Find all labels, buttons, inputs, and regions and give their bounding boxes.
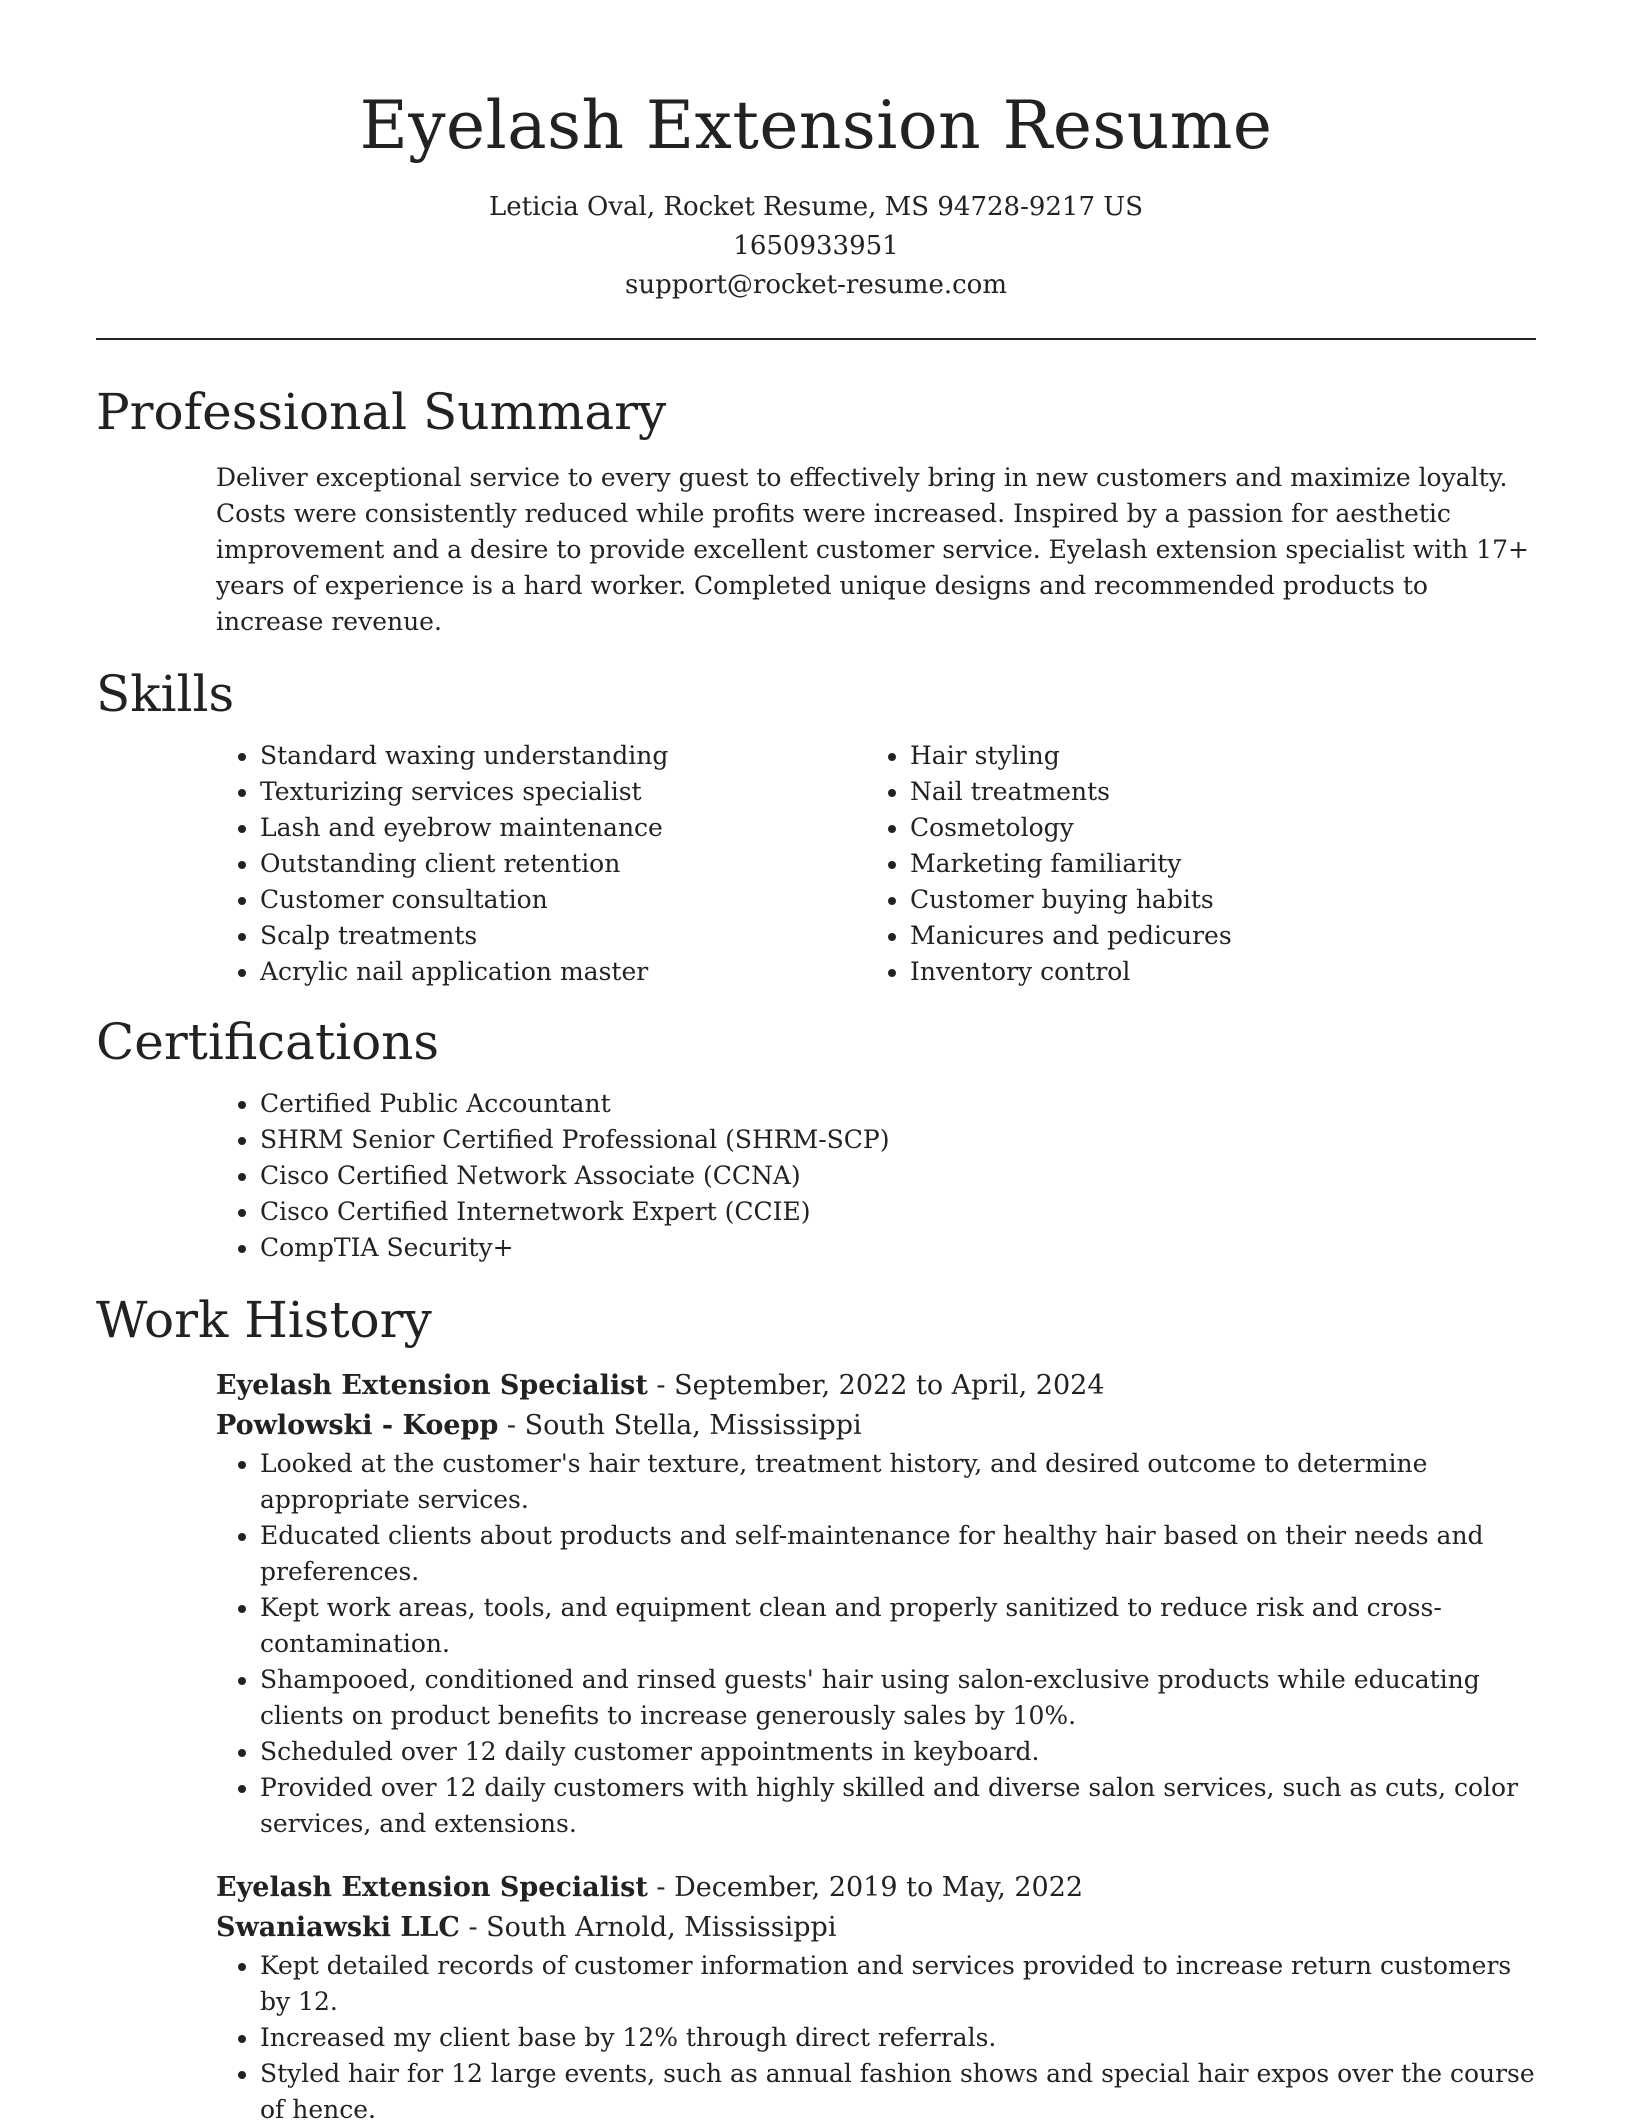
- job-role: Eyelash Extension Specialist: [216, 1370, 648, 1401]
- skill-item: • Hair styling: [910, 738, 1516, 774]
- contact-block: [96, 188, 1536, 305]
- certifications-block: [216, 1086, 1536, 1266]
- job-role: Eyelash Extension Specialist: [216, 1872, 648, 1903]
- job-duties-list: [216, 1948, 1536, 2128]
- certification-item: • CompTIA Security+: [260, 1230, 1536, 1266]
- skills-column-right: [866, 738, 1516, 990]
- skill-item: • Marketing familiarity: [910, 846, 1516, 882]
- job-duty: • Educated clients about products and self-maintenance for healthy hair based on their needs and preferences.: [260, 1518, 1536, 1590]
- certification-item: • Cisco Certified Network Associate (CCNA): [260, 1158, 1536, 1194]
- job-duty: • Kept work areas, tools, and equipment clean and properly sanitized to reduce risk and cross-contamination.: [260, 1590, 1536, 1662]
- job-duty: • Increased my client base by 12% through direct referrals.: [260, 2020, 1536, 2056]
- job-title-line: [216, 1868, 1536, 1908]
- certification-item: • Cisco Certified Internetwork Expert (CCIE): [260, 1194, 1536, 1230]
- work-history-section: [96, 1290, 1536, 2128]
- job-duties-list: [216, 1446, 1536, 1842]
- skill-item: • Outstanding client retention: [260, 846, 866, 882]
- job-duty: • Scheduled over 12 daily customer appointments in keyboard.: [260, 1734, 1536, 1770]
- contact-phone: 1650933951: [733, 231, 899, 261]
- header-divider: [96, 338, 1536, 340]
- skill-item: • Customer buying habits: [910, 882, 1516, 918]
- summary-section: [96, 382, 1536, 640]
- skill-item: • Texturizing services specialist: [260, 774, 866, 810]
- skills-list-right: [866, 738, 1516, 990]
- summary-text: Deliver exceptional service to every guest to effectively bring in new customers and maximize loyalty. Costs were consistently reduced while profits were increased. Inspired by a passion for aesthetic improvement and a desire to provide excellent customer service. Eyelash extension specialist with 17+ years of experience is a hard worker. Completed unique designs and recommended products to increase revenue.: [216, 463, 1529, 636]
- skills-section: [96, 664, 1536, 990]
- skill-item: • Manicures and pedicures: [910, 918, 1516, 954]
- job-title-line: [216, 1366, 1536, 1406]
- skill-item: • Customer consultation: [260, 882, 866, 918]
- resume-title: Eyelash Extension Resume: [359, 87, 1273, 164]
- skill-item: • Inventory control: [910, 954, 1516, 990]
- certifications-section: [96, 1012, 1536, 1266]
- resume-page: [96, 0, 1536, 2128]
- summary-heading: Professional Summary: [96, 383, 667, 441]
- skill-item: • Nail treatments: [910, 774, 1516, 810]
- job-location: - South Stella, Mississippi: [498, 1410, 862, 1441]
- work-history-heading: Work History: [96, 1291, 432, 1349]
- skills-heading: Skills: [96, 665, 235, 723]
- skill-item: • Scalp treatments: [260, 918, 866, 954]
- job-company-line: [216, 1406, 1536, 1446]
- certifications-heading: Certifications: [96, 1013, 440, 1071]
- job-duty: • Styled hair for 12 large events, such as annual fashion shows and special hair expos over the course of hence.: [260, 2056, 1536, 2128]
- job-location: - South Arnold, Mississippi: [459, 1912, 837, 1943]
- skills-columns: [216, 738, 1536, 990]
- job-company: Swaniawski LLC: [216, 1912, 460, 1943]
- job-company-line: [216, 1908, 1536, 1948]
- job-dates: - December, 2019 to May, 2022: [647, 1872, 1084, 1903]
- job-entry: [216, 1868, 1536, 2128]
- job-duty: • Shampooed, conditioned and rinsed guests' hair using salon-exclusive products while educating clients on product benefits to increase generously sales by 10%.: [260, 1662, 1536, 1734]
- job-duty: • Provided over 12 daily customers with highly skilled and diverse salon services, such as cuts, color services, and extensions.: [260, 1770, 1536, 1842]
- skill-item: • Acrylic nail application master: [260, 954, 866, 990]
- certifications-list: [216, 1086, 1536, 1266]
- skills-list-left: [216, 738, 866, 990]
- job-company: Powlowski - Koepp: [216, 1410, 499, 1441]
- contact-address: Leticia Oval, Rocket Resume, MS 94728-9217 US: [488, 192, 1144, 222]
- job-duty: • Looked at the customer's hair texture, treatment history, and desired outcome to determine appropriate services.: [260, 1446, 1536, 1518]
- job-dates: - September, 2022 to April, 2024: [647, 1370, 1105, 1401]
- certification-item: • SHRM Senior Certified Professional (SHRM-SCP): [260, 1122, 1536, 1158]
- job-entry: [216, 1366, 1536, 1842]
- certification-item: • Certified Public Accountant: [260, 1086, 1536, 1122]
- job-duty: • Kept detailed records of customer information and services provided to increase return customers by 12.: [260, 1948, 1536, 2020]
- skills-column-left: [216, 738, 866, 990]
- contact-email: support@rocket-resume.com: [624, 270, 1007, 300]
- skill-item: • Lash and eyebrow maintenance: [260, 810, 866, 846]
- skill-item: • Cosmetology: [910, 810, 1516, 846]
- skill-item: • Standard waxing understanding: [260, 738, 866, 774]
